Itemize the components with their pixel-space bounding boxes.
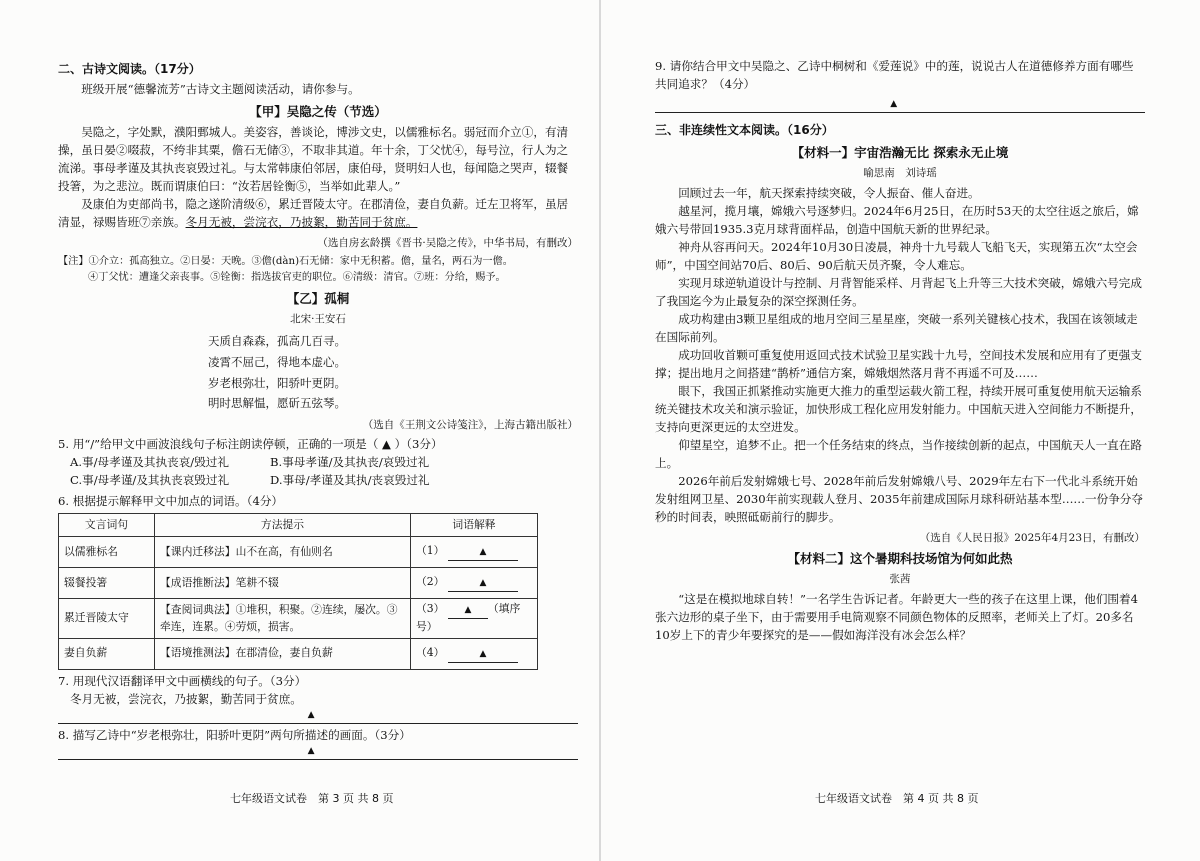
table-cell-hint: 【查阅词典法】①堆积，积聚。②连续，屡次。③牵连，连累。④劳烦，损害。 <box>155 599 411 639</box>
answer-line[interactable]: ▲ <box>58 711 578 724</box>
material-1-paragraph: 2026年前后发射嫦娥七号、2028年前后发射嫦娥八号、2029年左右下一代北斗系统开始发射组网卫星、2030年前实现载人登月、2035年前建成国际月球科研站基本型……一份争分夺秒的时间表，映照砥砺前行的脚步。 <box>655 473 1143 524</box>
question-7-sentence: 冬月无被，尝浣衣，乃披絮，勤苦同于贫庶。 <box>70 691 302 706</box>
poem-author: 北宋·王安石 <box>290 313 346 326</box>
question-9: 9. 请你结合甲文中吴隐之、乙诗中桐树和《爱莲说》中的莲，说说古人在道德修养方面有哪些共同追求？（4分） <box>655 59 1134 91</box>
poem <box>58 331 578 414</box>
material-1-source: （选自《人民日报》2025年4月23日，有删改） <box>919 531 1145 544</box>
table-cell-phrase: 累迁晋陵太守 <box>59 599 155 639</box>
table-cell-hint: 【语境推测法】在郡清俭，妻自负薪 <box>155 638 411 669</box>
text-jia-paragraph-1: 吴隐之，字处默，濮阳鄄城人。美姿容，善谈论，博涉文史，以儒雅标名。弱冠而介立①，有清操，虽日晏②啜菽，不绔非其粟，儋石无储③，不取非其道。年十余，丁父忧④，每号泣，行人为之流涕。事母孝谨及其执丧哀毁过礼。与太常韩康伯邻居，康伯母，贤明妇人也，每闻隐之哭声，辍餐投箸，为之悲泣。既而谓康伯曰：“汝若居铨衡⑤，当举如此辈人。” <box>58 124 569 193</box>
right-page <box>655 58 1145 645</box>
poem-line: 岁老根弥壮，阳骄叶更阴。 <box>208 375 346 390</box>
source-note: （选自房玄龄撰《晋书·吴隐之传》，中华书局，有删改） <box>317 236 578 249</box>
answer-line[interactable]: ▲ <box>655 100 1145 113</box>
table-cell-phrase: 以儒雅标名 <box>59 537 155 568</box>
text-jia-title: 【甲】吴隐之传（节选） <box>249 103 387 119</box>
table-cell-answer[interactable]: （2） ▲ <box>411 568 538 599</box>
section-heading: 三、非连续性文本阅读。（16分） <box>655 122 834 137</box>
table-row <box>59 638 538 669</box>
table-cell-hint: 【课内迁移法】山不在高，有仙则名 <box>155 537 411 568</box>
material-1-paragraph: 成功回收首颗可重复使用返回式技术试验卫星实践十九号，空间技术发展和应用有了更强支撑；提出地月之间搭建“鹊桥”通信方案，嫦娥烟然落月背不再遥不可及…… <box>655 347 1142 380</box>
annotation-line-1: 【注】①介立：孤高独立。②日晏：天晚。③儋(dàn)石无储：家中无积蓄。儋，量名，两石为一儋。 <box>58 256 513 268</box>
material-1-author: 喻思南 刘诗瑶 <box>863 166 937 179</box>
page-fold-divider <box>599 0 601 861</box>
table-cell-answer[interactable]: （3） ▲ （填序号） <box>411 599 538 639</box>
poem-source: （选自《王荆文公诗笺注》，上海古籍出版社） <box>362 419 578 432</box>
table-row <box>59 599 538 639</box>
poem-line: 明时思解愠，愿斫五弦琴。 <box>208 396 346 411</box>
material-1-title: 【材料一】宇宙浩瀚无比 探索永无止境 <box>791 144 1009 160</box>
question-5-options-row-1 <box>58 454 578 472</box>
poem-line: 天质自森森，孤高几百寻。 <box>208 334 346 349</box>
material-1-paragraph: 成功构建由3颗卫星组成的地月空间三星星座，突破一系列关键核心技术，我国在该领域走在国际前列。 <box>655 311 1138 344</box>
table-cell-answer[interactable]: （1） ▲ <box>411 537 538 568</box>
annotation-line-2: ④丁父忧：遭逢父亲丧事。⑤铨衡：指选拔官吏的职位。⑥清级：清官。⑦班：分给，赐予。 <box>88 271 506 283</box>
left-page <box>58 58 578 762</box>
material-1-paragraph: 眼下，我国正抓紧推动实施更大推力的重型运载火箭工程，持续开展可重复使用航天运输系统关键技术攻关和演示验证，加快形成工程化应用发射能力。中国航天进入空间能力不断提升，支持向更深更远的太空进发。 <box>655 383 1142 434</box>
option-a: A.事/母孝谨及其执丧哀/毁过礼 <box>70 455 229 470</box>
table-cell-phrase: 妻自负薪 <box>59 638 155 669</box>
material-1-paragraph: 神舟从容再问天。2024年10月30日凌晨，神舟十九号载人飞船飞天，实现第五次“太空会师”，中国空间站70后、80后、90后航天员齐聚，令人难忘。 <box>655 240 1138 273</box>
material-1-paragraph: 仰望星空，追梦不止。把一个任务结束的终点，当作接续创新的起点，中国航天人一直在路上。 <box>655 437 1142 470</box>
question-8: 8. 描写乙诗中“岁老根弥壮，阳骄叶更阴”两句所描述的画面。（3分） <box>58 727 411 742</box>
question-6: 6. 根据提示解释甲文中加点的词语。（4分） <box>58 494 284 509</box>
intro-text: 班级开展“德馨流芳”古诗文主题阅读活动，请你参与。 <box>81 81 360 96</box>
material-1-paragraph: 实现月球逆轨道设计与控制、月背智能采样、月背起飞上升等三大技术突破，嫦娥六号完成了我国迄今为止最复杂的深空探测任务。 <box>655 276 1142 308</box>
option-c: C.事/母孝谨/及其执丧哀毁过礼 <box>70 473 230 488</box>
option-b: B.事母孝谨/及其执丧/哀毁过礼 <box>270 455 430 470</box>
option-d: D.事母/孝谨及其执/丧哀毁过礼 <box>270 473 430 488</box>
table-row <box>59 537 538 568</box>
question-5-options-row-2 <box>58 472 578 490</box>
question-5: 5. 用“/”给甲文中画波浪线句子标注朗读停顿，正确的一项是（ ▲ ）（3分） <box>58 437 443 452</box>
table-cell-answer[interactable]: （4） ▲ <box>411 638 538 669</box>
table-header-cell: 词语解释 <box>411 514 538 537</box>
material-2-paragraph: “这是在模拟地球自转！”一名学生告诉记者。年龄更大一些的孩子在这里上课，他们围着4张六边形的桌子坐下，由于需要用手电筒观察不同颜色物体的反照率，老师关上了灯。20多名10岁上下的青少年要探究的是——假如海洋没有冰会怎么样？ <box>655 592 1138 643</box>
answer-line[interactable]: ▲ <box>58 747 578 760</box>
material-1-paragraph: 越星河，揽月壤，嫦娥六号逐梦归。2024年6月25日，在历时53天的太空往返之旅后，嫦娥六号带回1935.3克月球背面样品，创造中国航天新的世界纪录。 <box>655 204 1139 237</box>
text-jia-underlined-sentence: 冬月无被，尝浣衣，乃披絮，勤苦同于贫庶。 <box>185 214 418 229</box>
table-header-cell: 方法提示 <box>155 514 411 537</box>
fill-hint: （填序号） <box>416 602 521 634</box>
text-yi-title: 【乙】孤桐 <box>286 290 350 306</box>
page-footer-right: 七年级语文试卷 第 4 页 共 8 页 <box>815 792 979 805</box>
vocabulary-table <box>58 513 538 670</box>
table-row <box>59 568 538 599</box>
material-2-title: 【材料二】这个暑期科技场馆为何如此热 <box>787 550 1013 566</box>
section-heading: 二、古诗文阅读。（17分） <box>58 62 201 76</box>
page-footer-left: 七年级语文试卷 第 3 页 共 8 页 <box>230 792 394 805</box>
table-cell-hint: 【成语推断法】笔耕不辍 <box>155 568 411 599</box>
text-jia-p2-plain: 及康伯为吏部尚书，隐之遂阶清级⑥，累迁晋陵太守。在郡清俭，妻自负薪。迁左卫将军，虽居清显，禄赐皆班⑦亲族。 <box>58 196 569 229</box>
poem-line: 凌霄不屈己，得地本虚心。 <box>208 354 346 369</box>
text-jia-paragraph-2 <box>58 196 578 232</box>
material-1-paragraph: 回顾过去一年，航天探索持续突破，令人振奋、催人奋进。 <box>678 186 980 201</box>
table-cell-phrase: 辍餐投箸 <box>59 568 155 599</box>
question-7: 7. 用现代汉语翻译甲文中画横线的句子。（3分） <box>58 673 307 688</box>
table-header-row <box>59 514 538 537</box>
material-2-author: 张茜 <box>889 573 911 586</box>
table-header-cell: 文言词句 <box>59 514 155 537</box>
